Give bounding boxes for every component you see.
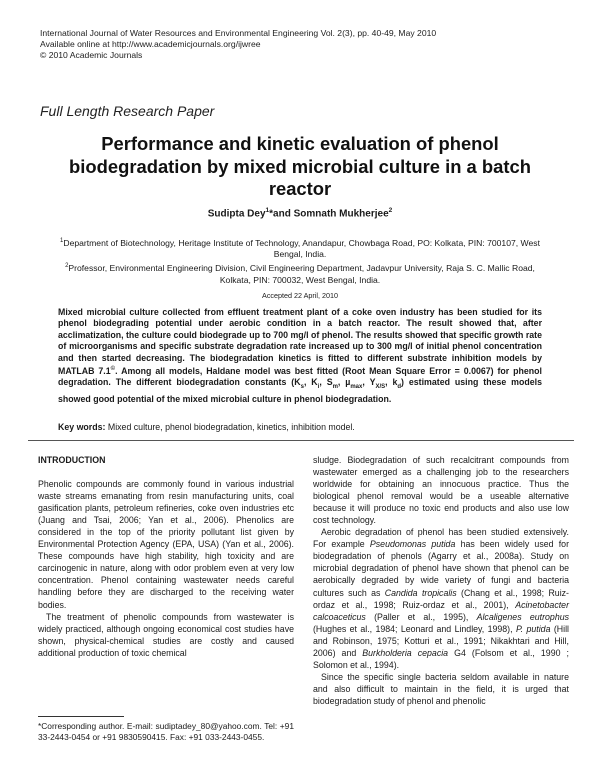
- keywords-text: Mixed culture, phenol biodegradation, kinetics, inhibition model.: [105, 422, 355, 432]
- journal-url: Available online at http://www.academicjournals.org/ijwree: [40, 39, 261, 50]
- section-type: Full Length Research Paper: [40, 103, 215, 119]
- authors: [0, 207, 600, 219]
- keywords: [58, 422, 542, 432]
- keywords-label: Key words:: [58, 422, 106, 432]
- journal-citation: International Journal of Water Resources and Environmental Engineering Vol. 2(3), pp. 40-49, May 2010: [40, 28, 437, 38]
- paragraph: The treatment of phenolic compounds from wastewater is widely practiced, although ongoing economical cost studies have shown, physical-chemical studies are costly and caused additional production of toxic chemical: [38, 611, 294, 658]
- divider: [28, 440, 574, 441]
- right-column: [313, 454, 569, 707]
- author-1-mark: 1: [265, 207, 270, 214]
- left-column: [38, 454, 294, 659]
- paragraph: Since the specific single bacteria seldom available in nature and also difficult to maintain in the field, it is urged that biodegradation study of phenol and phenolic: [313, 671, 569, 706]
- paragraph: Phenolic compounds are commonly found in various industrial waste streams emanating from resin manufacturing units, coal gasification plants, petroleum refineries, coke oven industries etc (Juang and Tsai, 2006; Yan et al., 2006). Phenolics are considered in the top of the priority pollutant list given by Environmental Protection Agency (EPA, USA) (Yan et al., 2006). These compounds have high stability, high toxicity and are carcinogenic in nature, along with odor problem even at very low concentration. Phenol containing wastewater needs careful handling before they are discharged to the receiving water bodies.: [38, 479, 294, 610]
- author-1: Sudipta Dey: [207, 208, 266, 220]
- author-connector: and: [273, 208, 294, 220]
- author-2-mark: 2: [388, 207, 393, 214]
- affiliations: [55, 236, 545, 286]
- journal-header: [40, 28, 436, 62]
- paper-title: Performance and kinetic evaluation of phenol biodegradation by mixed microbial culture in a batch reactor: [69, 133, 531, 199]
- author-1-star: *: [269, 208, 274, 220]
- affiliation-1: $^1$Department of Biotechnology, Heritage Institute of Technology, Anandapur, Chowbaga Road, PO: Kolkata, PIN: 700107, West Bengal, India.: [60, 237, 540, 260]
- paragraph: sludge. Biodegradation of such recalcitrant compounds from wastewater emerged as a challenging job to the researchers worldwide for obtaining an innocuous practice. Thus the biological phenol removal would be a useable alternative because it will produce no toxic end products and also use low cost technology.: [313, 455, 569, 526]
- journal-copyright: © 2010 Academic Journals: [40, 50, 143, 61]
- author-2: Somnath Mukherjee: [293, 208, 389, 220]
- footnote-divider: [38, 716, 124, 717]
- accepted-date: Accepted 22 April, 2010: [262, 291, 338, 300]
- affiliation-2: $^2$Professor, Environmental Engineering Division, Civil Engineering Department, Jadavpur University, Raja S. C. Mallic Road, Kolkata, PIN: 700032, West Bengal, India.: [65, 262, 535, 285]
- intro-heading: INTRODUCTION: [38, 455, 106, 465]
- paragraph: Aerobic degradation of phenol has been studied extensively. For example Pseudomonas putida has been widely used for biodegradation of phenols (Agarry et al., 2008a). Study on microbial degradation of phenol have shown that phenol can be aerobically degraded by wide variety of fungi and bacteria cultures such as Candida tropicalis (Chang et al., 1998; Ruiz-ordaz et al., 1998; Ruiz-ordaz et al., 2001), Acinetobacter calcoaceticus (Paller et al., 1995), Alcaligenes eutrophus (Hughes et al., 1984; Leonard and Lindley, 1998), P. putida (Hill and Robinson, 1975; Kotturi et al., 1991; Nikakhtari and Hill, 2006) and Burkholderia cepacia G4 (Folsom et al., 1990 ; Solomon et al., 1994).: [313, 527, 569, 670]
- abstract: Mixed microbial culture collected from effluent treatment plant of a coke oven industry has been studied for its phenol biodegrading potential under aerobic condition in a batch reactor. The result showed that, after acclimatization, the culture could biodegrade up to 700 mg/l of phenol. The results showed that specific growth rate of microorganisms and specific substrate degradation rate increased up to 300 mg/l of initial phenol concentration and then started decreasing. The biodegradation kinetics is fitted to different substrate inhibition models by MATLAB 7.1©. Among all models, Haldane model was best fitted (Root Mean Square Error = 0.0067) for phenol degradation. The different biodegradation constants ($K_s$, $K_i$, $S_m$, µ$_{max}$, $Y_{X/S}$, $k_d$) estimated using these models showed good potential of the mixed microbial culture in phenol biodegradation.: [58, 307, 542, 404]
- corresponding-author-footnote: *Corresponding author. E-mail: sudiptadey_80@yahoo.com. Tel: +91 33-2443-0454 or +91 9830590415. Fax: +91 033-2443-0455.: [38, 721, 294, 743]
